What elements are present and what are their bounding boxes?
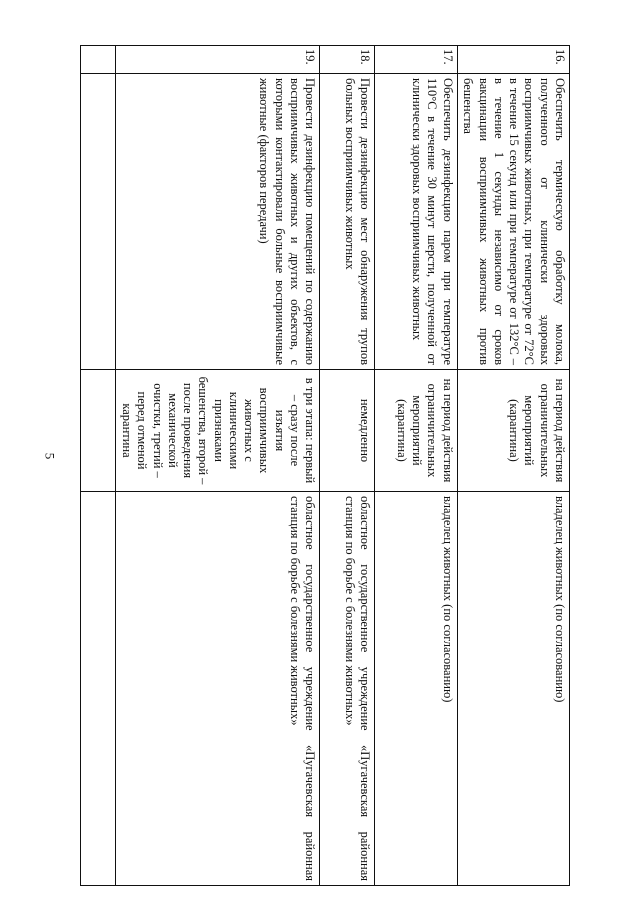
row-number: 19. — [116, 46, 320, 74]
action-cell: Обеспечить дезинфекцию паром при температуре 110°С в течение 30 минут шерсти, полученной от клинически здоровых восприимчивых животных — [375, 74, 457, 370]
empty-cell — [81, 74, 116, 370]
responsible-cell: областное государственное учреждение «Пугачевская районная станция по борьбе с болезнями животных» — [116, 492, 320, 886]
term-cell: на период действия ограничительных мероприятий (карантина) — [375, 370, 457, 492]
action-cell: Провести дезинфекцию помещений по содержанию восприимчивых животных и других объектов, с которыми контактировали больные восприимчивые животные (факторов передачи) — [116, 74, 320, 370]
term-cell: на период действия ограничительных мероприятий (карантина) — [457, 370, 569, 492]
responsible-cell: владелец животных (по согласованию) — [375, 492, 457, 886]
table-row — [116, 46, 320, 886]
empty-cell — [81, 370, 116, 492]
action-cell: Обеспечить термическую обработку молока, полученного от клинически здоровых восприимчивых животных, при температуре от 72°С в течение 15 секунд или при температуре от 132°С – в течение 1 секунды независимо от сроков вакцинации восприимчивых животных против бешенства — [457, 74, 569, 370]
term-cell: в три этапа: первый – сразу после изъятия восприимчивых животных с клиническими признаками бешенства, второй – после проведения механической очистки, третий – перед отменой карантина — [116, 370, 320, 492]
responsible-cell: владелец животных (по согласованию) — [457, 492, 569, 886]
table-container — [80, 45, 570, 885]
empty-cell — [81, 492, 116, 886]
table-row-empty — [81, 46, 116, 886]
table-row — [457, 46, 569, 886]
term-cell: немедленно — [320, 370, 375, 492]
row-number: 18. — [320, 46, 375, 74]
responsible-cell: областное государственное учреждение «Пугачевская районная станция по борьбе с болезнями животных» — [320, 492, 375, 886]
row-number: 17. — [375, 46, 457, 74]
table-row — [375, 46, 457, 886]
page-number: 5 — [42, 452, 58, 460]
row-number: 16. — [457, 46, 569, 74]
empty-cell — [81, 46, 116, 74]
action-cell: Провести дезинфекцию мест обнаружения трупов больных восприимчивых животных — [320, 74, 375, 370]
table-row — [320, 46, 375, 886]
measures-table — [80, 45, 570, 886]
